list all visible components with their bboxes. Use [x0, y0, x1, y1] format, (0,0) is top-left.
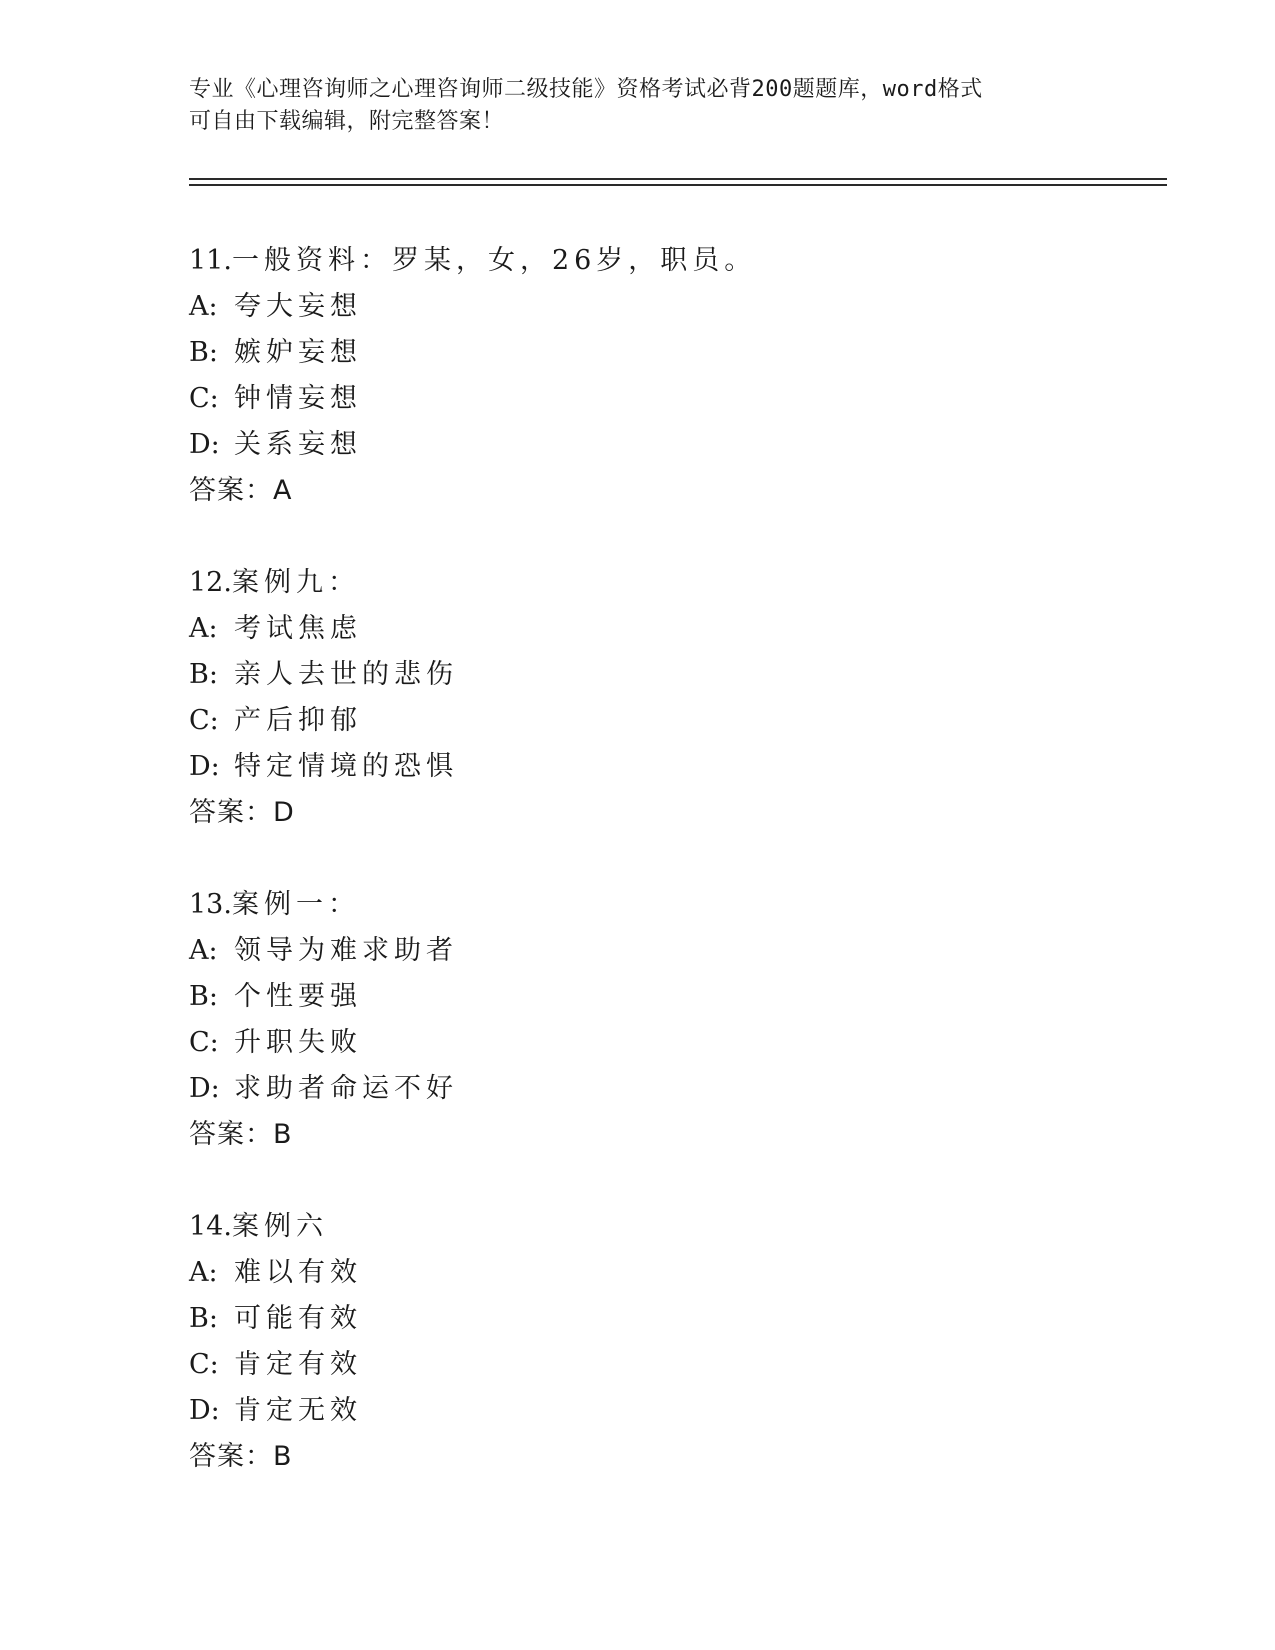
- option-text: 钟情妄想: [234, 383, 362, 414]
- option-mark: B:: [189, 337, 218, 368]
- option-mark: D:: [189, 429, 220, 460]
- option-b: [189, 330, 1169, 376]
- option-text: 亲人去世的悲伤: [234, 659, 458, 690]
- option-mark: A:: [189, 1257, 218, 1288]
- option-text: 嫉妒妄想: [234, 337, 362, 368]
- option-a: [189, 928, 1169, 974]
- option-mark: C:: [189, 705, 219, 736]
- header-title-line-1: 专业《心理咨询师之心理咨询师二级技能》资格考试必背200题题库，word格式: [189, 77, 983, 102]
- question-stem: [189, 1204, 1169, 1250]
- option-text: 领导为难求助者: [234, 935, 458, 966]
- option-mark: C:: [189, 383, 219, 414]
- option-mark: A:: [189, 613, 218, 644]
- option-text: 夸大妄想: [234, 291, 362, 322]
- option-c: [189, 1342, 1169, 1388]
- option-d: [189, 422, 1169, 468]
- question-text: 案例九：: [231, 567, 360, 598]
- option-b: [189, 1296, 1169, 1342]
- option-a: [189, 284, 1169, 330]
- option-a: [189, 1250, 1169, 1296]
- question-number: 11.: [189, 245, 232, 276]
- option-mark: B:: [189, 981, 218, 1012]
- question-number: 13.: [189, 889, 232, 920]
- document-header: [189, 74, 1089, 138]
- option-mark: A:: [189, 935, 218, 966]
- question-number: 12.: [189, 567, 232, 598]
- option-text: 可能有效: [234, 1303, 362, 1334]
- option-d: [189, 1388, 1169, 1434]
- option-text: 产后抑郁: [234, 705, 362, 736]
- option-mark: B:: [189, 659, 218, 690]
- option-c: [189, 698, 1169, 744]
- question-stem: [189, 238, 1169, 284]
- question-stem: [189, 882, 1169, 928]
- option-text: 个性要强: [234, 981, 362, 1012]
- question-14: [189, 1204, 1169, 1480]
- option-mark: D:: [189, 751, 220, 782]
- option-text: 难以有效: [234, 1257, 362, 1288]
- option-mark: A:: [189, 291, 218, 322]
- option-text: 升职失败: [234, 1027, 362, 1058]
- option-b: [189, 652, 1169, 698]
- answer-line: 答案：A: [189, 475, 293, 506]
- header-title-line-2: 可自由下载编辑，附完整答案！: [189, 109, 505, 134]
- question-list: [189, 238, 1169, 1526]
- option-text: 关系妄想: [234, 429, 362, 460]
- option-mark: D:: [189, 1073, 220, 1104]
- question-11: [189, 238, 1169, 514]
- question-stem: [189, 560, 1169, 606]
- option-b: [189, 974, 1169, 1020]
- question-text: 案例六: [231, 1211, 328, 1242]
- option-text: 求助者命运不好: [234, 1073, 458, 1104]
- option-d: [189, 744, 1169, 790]
- option-c: [189, 376, 1169, 422]
- header-divider-top: [189, 178, 1167, 180]
- option-c: [189, 1020, 1169, 1066]
- question-12: [189, 560, 1169, 836]
- question-text: 案例一：: [231, 889, 360, 920]
- header-divider-bottom: [189, 184, 1167, 186]
- option-d: [189, 1066, 1169, 1112]
- option-mark: D:: [189, 1395, 220, 1426]
- option-mark: C:: [189, 1349, 219, 1380]
- question-text: 一般资料：罗某，女，26岁，职员。: [231, 245, 757, 276]
- question-number: 14.: [189, 1211, 232, 1242]
- option-a: [189, 606, 1169, 652]
- option-text: 肯定有效: [234, 1349, 362, 1380]
- option-text: 考试焦虑: [234, 613, 362, 644]
- option-mark: C:: [189, 1027, 219, 1058]
- question-13: [189, 882, 1169, 1158]
- option-text: 肯定无效: [234, 1395, 362, 1426]
- answer-line: 答案：B: [189, 1441, 293, 1472]
- option-mark: B:: [189, 1303, 218, 1334]
- answer-line: 答案：D: [189, 797, 295, 828]
- option-text: 特定情境的恐惧: [234, 751, 458, 782]
- answer-line: 答案：B: [189, 1119, 293, 1150]
